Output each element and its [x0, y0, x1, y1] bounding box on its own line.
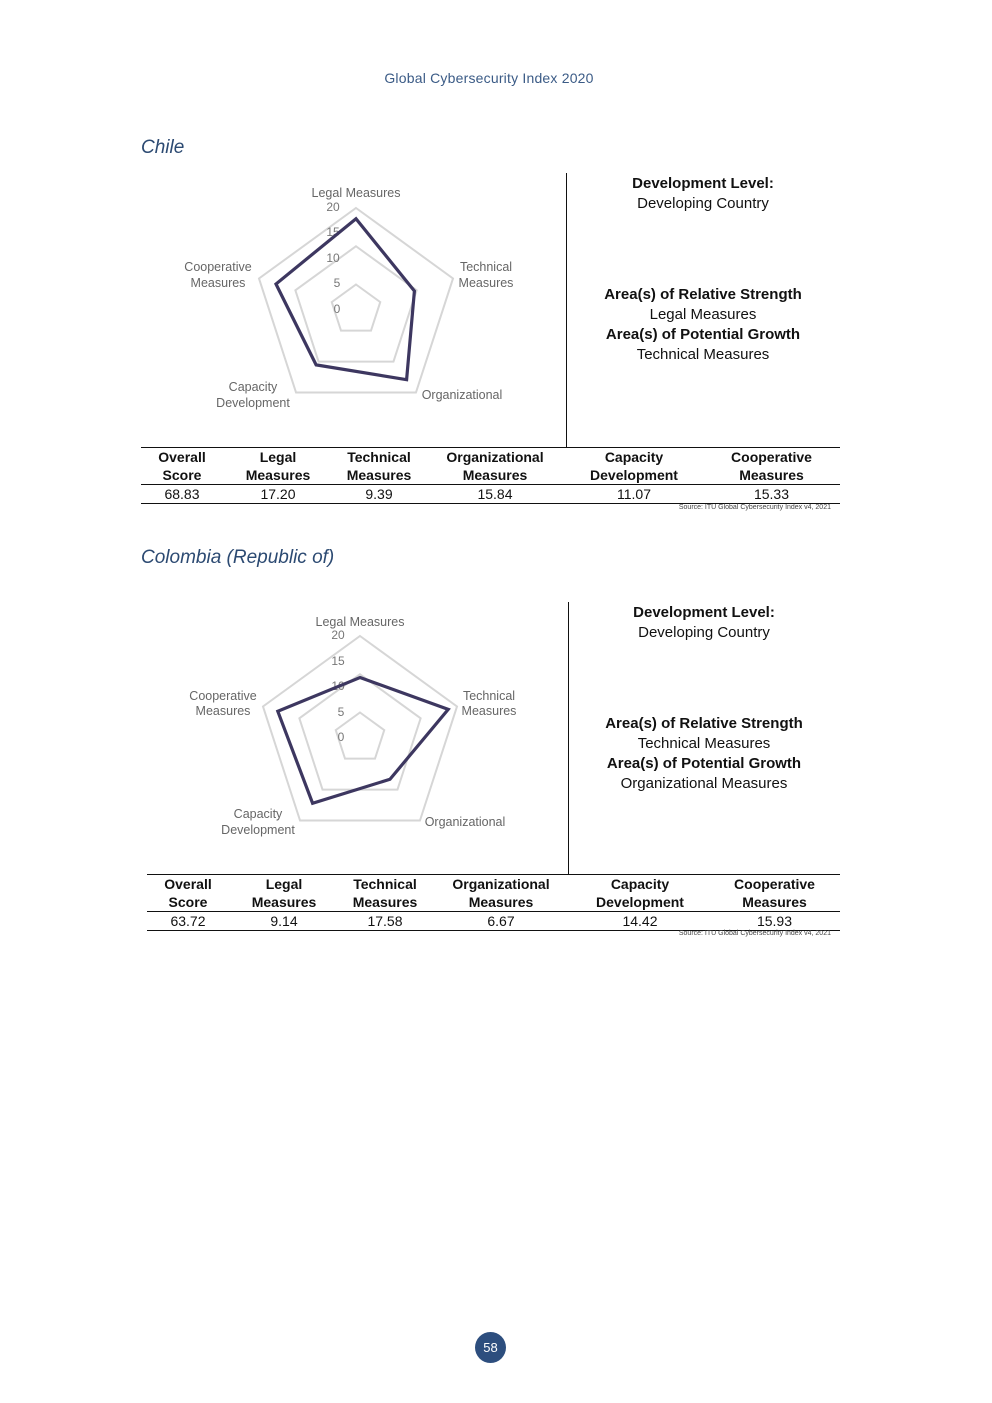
header-legal-measures: Legal Measures	[229, 875, 339, 912]
axis-label-organizational: Organizational	[421, 388, 503, 402]
cell-legal-measures: 9.14	[229, 912, 339, 931]
axis-label-cooperative: Cooperative	[184, 260, 252, 274]
header-capacity-development: Capacity Development	[565, 448, 703, 485]
axis-label-capacity: Capacity	[228, 380, 278, 394]
potential-growth-label: Area(s) of Potential Growth	[605, 326, 801, 343]
cell-organizational-measures: 6.67	[431, 912, 571, 931]
tick-label: 20	[331, 628, 345, 642]
header-capacity-development: Capacity Development	[571, 875, 709, 912]
running-header: Global Cybersecurity Index 2020	[384, 70, 594, 86]
cell-capacity-development: 14.42	[571, 912, 709, 931]
axis-label-legal: Legal Measures	[311, 186, 401, 200]
header-overall-score: Overall Score	[141, 448, 223, 485]
potential-growth-value: Organizational Measures	[620, 775, 788, 792]
cell-cooperative-measures: 15.33	[703, 485, 840, 504]
tick-label: 10	[326, 251, 340, 265]
header-cooperative-measures: Cooperative Measures	[703, 448, 840, 485]
radar-series-colombia	[278, 678, 448, 804]
axis-label-cooperative: Cooperative	[189, 689, 257, 703]
header-cooperative-measures: Cooperative Measures	[709, 875, 840, 912]
relative-strength-label: Area(s) of Relative Strength	[604, 286, 802, 303]
country-title-chile: Chile	[141, 137, 185, 158]
radar-grid-ring	[263, 636, 457, 821]
radar-axis-labels	[189, 615, 516, 837]
tick-label: 5	[337, 705, 345, 719]
development-level-label: Development Level:	[633, 604, 775, 621]
axis-label-capacity: Development	[221, 823, 295, 837]
cell-legal-measures: 17.20	[223, 485, 333, 504]
axis-label-technical: Technical	[462, 689, 516, 703]
development-level-value: Developing Country	[638, 624, 770, 641]
tick-label: 0	[333, 302, 341, 316]
tick-label: 5	[333, 276, 341, 290]
axis-label-technical: Measures	[458, 276, 514, 290]
tick-label: 15	[331, 654, 345, 668]
cell-cooperative-measures: 15.93	[709, 912, 840, 931]
tick-label: 0	[337, 730, 345, 744]
axis-label-organizational: Organizational	[424, 815, 506, 829]
source-note-chile: Source: ITU Global Cybersecurity Index v4, 2021	[678, 504, 831, 511]
cell-overall-score: 68.83	[141, 485, 223, 504]
header-organizational-measures: Organizational Measures	[425, 448, 565, 485]
potential-growth-label: Area(s) of Potential Growth	[606, 755, 802, 772]
cell-technical-measures: 9.39	[333, 485, 425, 504]
header-technical-measures: Technical Measures	[333, 448, 425, 485]
cell-overall-score: 63.72	[147, 912, 229, 931]
header-technical-measures: Technical Measures	[339, 875, 431, 912]
development-level-value: Developing Country	[637, 195, 769, 212]
potential-growth-value: Technical Measures	[636, 346, 770, 363]
source-note-colombia: Source: ITU Global Cybersecurity Index v4, 2021	[678, 930, 831, 937]
tick-label: 15	[326, 225, 340, 239]
table-row	[147, 912, 840, 931]
axis-label-capacity: Capacity	[233, 807, 283, 821]
radar-grid	[263, 636, 457, 821]
cell-capacity-development: 11.07	[565, 485, 703, 504]
relative-strength-label: Area(s) of Relative Strength	[605, 715, 803, 732]
axis-label-cooperative: Measures	[195, 704, 251, 718]
axis-label-technical: Measures	[461, 704, 517, 718]
score-table-colombia	[147, 874, 840, 931]
axis-label-legal: Legal Measures	[315, 615, 405, 629]
tick-label: 10	[331, 679, 345, 693]
relative-strength-value: Legal Measures	[649, 306, 757, 323]
header-overall-score: Overall Score	[147, 875, 229, 912]
relative-strength-value: Technical Measures	[637, 735, 771, 752]
cell-technical-measures: 17.58	[339, 912, 431, 931]
table-header-row	[147, 875, 840, 912]
axis-label-technical: Technical	[459, 260, 513, 274]
cell-organizational-measures: 15.84	[425, 485, 565, 504]
header-legal-measures: Legal Measures	[223, 448, 333, 485]
axis-label-cooperative: Measures	[190, 276, 246, 290]
country-title-colombia: Colombia (Republic of)	[141, 547, 335, 568]
tick-label: 20	[326, 200, 340, 214]
header-organizational-measures: Organizational Measures	[431, 875, 571, 912]
axis-label-capacity: Development	[216, 396, 290, 410]
info-panel-colombia	[564, 603, 844, 794]
development-level-label: Development Level:	[632, 175, 774, 192]
page-number-badge: 58	[475, 1332, 506, 1363]
